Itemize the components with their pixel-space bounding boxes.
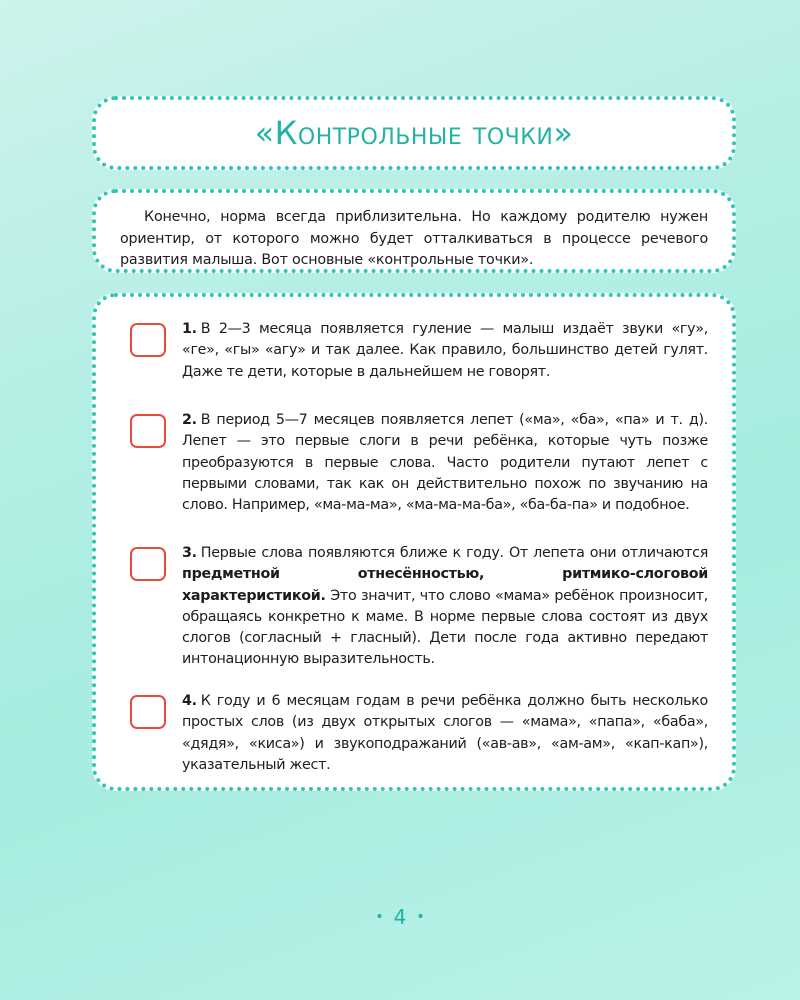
item-number: 2. (182, 412, 197, 428)
page-number-value: 4 (393, 905, 407, 929)
item-body: К году и 6 месяцам годам в речи ребёнка должно быть несколько простых слов (из двух открытых слогов — «мама», «папа», «баба», «дядя», «киса») и звукоподражаний («ав-ав», «ам-ам», «кап-кап»), указательный жест. (182, 693, 708, 773)
item-text (182, 691, 708, 776)
intro-paragraph: Конечно, норма всегда приблизительна. Но каждому родителю нужен ориентир, от которого можно будет отталкиваться в процессе речевого развития малыша. Вот основные «контрольные точки». (120, 209, 708, 268)
checkbox-item-2[interactable] (130, 414, 166, 448)
intro-box (92, 189, 736, 273)
list-item (122, 543, 708, 671)
checkbox-item-4[interactable] (130, 695, 166, 729)
checkpoint-list (92, 293, 736, 791)
item-text (182, 319, 708, 383)
item-number: 3. (182, 545, 197, 561)
dot-left: • (375, 909, 384, 925)
list-item (122, 410, 708, 516)
page-number (0, 905, 800, 929)
item-text (182, 543, 708, 671)
item-number: 1. (182, 321, 197, 337)
list-item (122, 319, 708, 383)
title-box (92, 96, 736, 170)
item-body: В период 5—7 месяцев появляется лепет («ма», «ба», «па» и т. д). Лепет — это первые слоги в речи ребёнка, которые чуть позже преобразуются в первые слова. Часто родители путают лепет с первыми словами, так как он действительно похож по звучанию на слово. Например, «ма-ма-ма», «ма-ма-ма-ба», «ба-ба-па» и подобное. (182, 412, 708, 514)
dot-right: • (416, 909, 425, 925)
list-item (122, 691, 708, 776)
item-body-after: Это значит, что слово «мама» ребёнок произносит, обращаясь конкретно к маме. В норме первые слова состоят из двух слогов (согласный + гласный). Дети после года активно передают интонационную выразительность. (182, 587, 708, 668)
item-body-before: Первые слова появляются ближе к году. От лепета они отличаются (200, 545, 708, 561)
item-body: В 2—3 месяца появляется гуление — малыш издаёт звуки «гу», «ге», «гы» «агу» и так далее. Как правило, большинство детей гулят. Даже те дети, которые в дальнейшем не говорят. (182, 321, 708, 380)
checkbox-item-1[interactable] (130, 323, 166, 357)
item-body-bold: предметной отнесённостью, ритмико-слоговой характеристикой. (182, 566, 708, 604)
item-text (182, 410, 708, 516)
page-title: «Контрольные точки» (254, 114, 574, 152)
item-number: 4. (182, 693, 197, 709)
checkbox-item-3[interactable] (130, 547, 166, 581)
